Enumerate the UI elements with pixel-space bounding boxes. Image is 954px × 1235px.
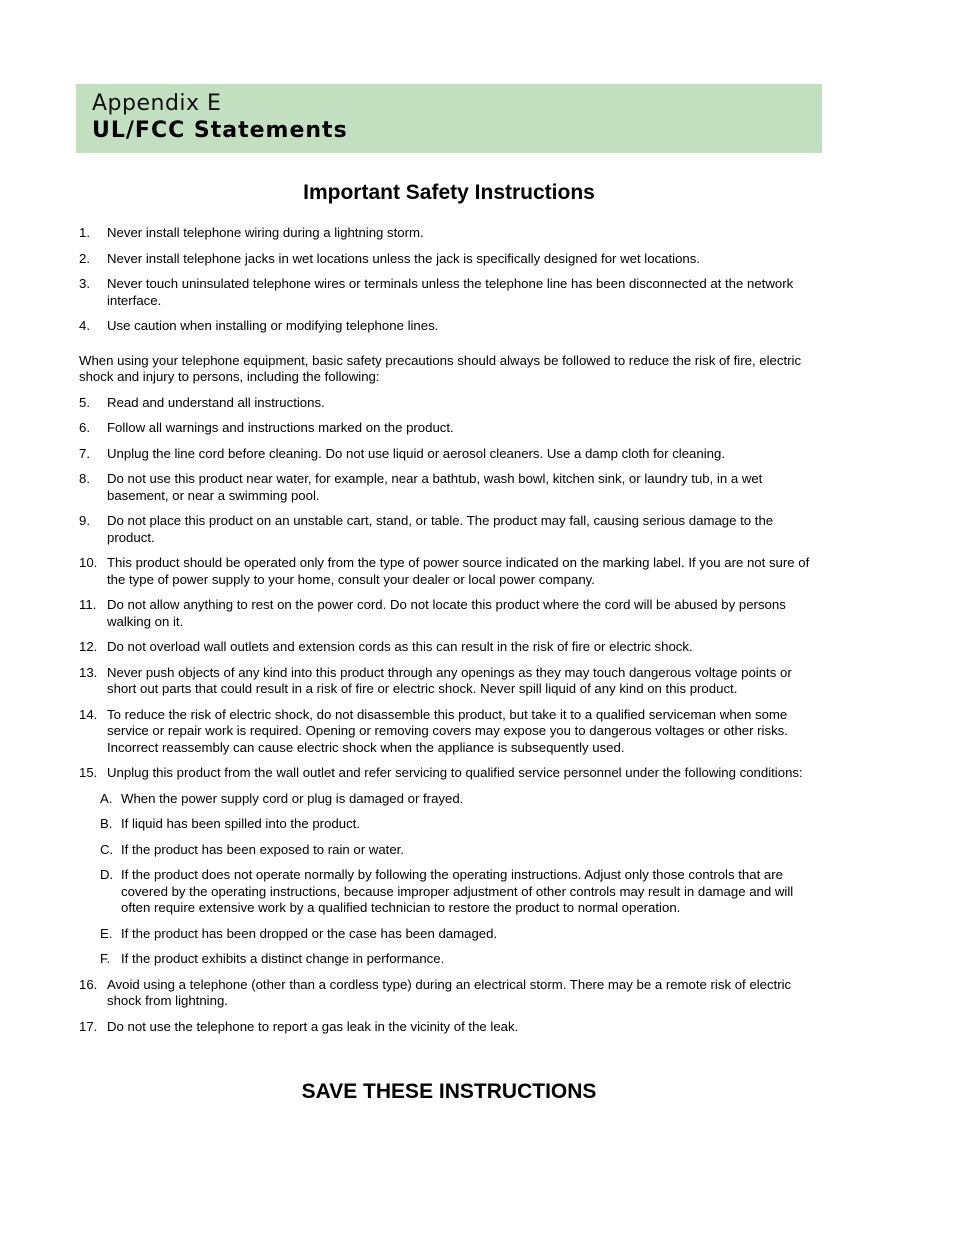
list-item-text: Do not allow anything to rest on the power cord. Do not locate this product where the cord will be abused by persons walking on it. xyxy=(107,597,786,629)
list-item xyxy=(79,597,824,630)
safety-instructions-body xyxy=(79,225,824,1044)
list-item-text: This product should be operated only from the type of power source indicated on the marking label. If you are not sure of the type of power supply to your home, consult your dealer or local power company. xyxy=(107,555,810,587)
list-item-number: 13. xyxy=(79,664,98,680)
list-item xyxy=(79,318,824,335)
list-item-number: 15. xyxy=(79,765,98,780)
list-item xyxy=(79,555,824,588)
safety-list-part-2 xyxy=(79,395,824,782)
list-item-text: Do not place this product on an unstable cart, stand, or table. The product may fall, causing serious damage to the product. xyxy=(107,513,774,545)
sublist-item-text: If liquid has been spilled into the product. xyxy=(121,816,360,831)
sublist-item-text: If the product exhibits a distinct change in performance. xyxy=(121,951,445,966)
sublist-item-text: If the product does not operate normally by following the operating instructions. Adjust only those controls that are covered by the operating instructions, because improper adjustment of other controls may result in damage and will often require extensive work by a qualified technician to restore the product to normal operation. xyxy=(121,867,794,915)
list-item-text: Never install telephone wiring during a lightning storm. xyxy=(107,225,424,240)
safety-list-part-1 xyxy=(79,225,824,335)
sublist-item-text: If the product has been dropped or the case has been damaged. xyxy=(121,925,498,941)
list-item-number: 17. xyxy=(79,1018,98,1034)
appendix-header-band xyxy=(76,84,822,153)
sublist-item xyxy=(100,791,824,808)
list-item-number: 5. xyxy=(79,394,90,410)
list-item-number: 2. xyxy=(79,250,90,266)
safety-list-part-3 xyxy=(79,977,824,1036)
list-item-number: 1. xyxy=(79,225,90,240)
list-item-text: Unplug this product from the wall outlet and refer servicing to qualified service personnel under the following conditions: xyxy=(107,765,803,780)
list-item xyxy=(79,395,824,412)
list-item xyxy=(79,276,824,309)
sublist-item xyxy=(100,816,824,833)
list-item-text: Avoid using a telephone (other than a cordless type) during an electrical storm. There may be a remote risk of electric shock from lightning. xyxy=(107,976,792,1008)
list-item xyxy=(79,707,824,757)
safety-instructions-heading: Important Safety Instructions xyxy=(303,181,595,204)
list-item-text: Use caution when installing or modifying telephone lines. xyxy=(107,318,439,333)
sublist-item-letter: E. xyxy=(100,925,113,941)
list-item-text: To reduce the risk of electric shock, do not disassemble this product, but take it to a qualified serviceman when some service or repair work is required. Opening or removing covers may expose you to dangerous voltages or other risks. Incorrect reassembly can cause electric shock when the appliance is subsequently used. xyxy=(107,706,788,755)
safety-precautions-paragraph: When using your telephone equipment, basic safety precautions should always be followed to reduce the risk of fire, electric shock and injury to persons, including the following: xyxy=(79,352,802,384)
list-item xyxy=(79,1019,824,1036)
list-item-text: Do not use this product near water, for example, near a bathtub, wash bowl, kitchen sink, or laundry tub, in a wet basement, or near a swimming pool. xyxy=(107,471,763,503)
list-item xyxy=(79,639,824,656)
sublist-item xyxy=(100,867,824,917)
list-item-number: 9. xyxy=(79,513,90,528)
list-item xyxy=(79,251,824,268)
list-item-text: Do not use the telephone to report a gas leak in the vicinity of the leak. xyxy=(107,1018,519,1034)
sublist-item-letter: A. xyxy=(100,790,113,806)
list-item-number: 11. xyxy=(79,597,97,612)
list-item xyxy=(79,665,824,698)
sublist-item-letter: B. xyxy=(100,816,113,831)
list-item-text: Unplug the line cord before cleaning. Do not use liquid or aerosol cleaners. Use a damp cloth for cleaning. xyxy=(107,445,725,461)
list-item-number: 6. xyxy=(79,420,90,435)
list-item xyxy=(79,471,824,504)
list-item xyxy=(79,446,824,463)
sublist-item xyxy=(100,842,824,859)
list-item-text: Never push objects of any kind into this product through any openings as they may touch dangerous voltage points or short out parts that could result in a risk of fire or electric shock. Never spill liquid of any kind on this product. xyxy=(107,664,792,696)
sublist-item-letter: C. xyxy=(100,841,114,857)
list-item-text: Read and understand all instructions. xyxy=(107,394,325,410)
list-item-number: 7. xyxy=(79,445,90,461)
service-conditions-sublist xyxy=(79,791,824,968)
list-item xyxy=(79,420,824,437)
sublist-item-letter: D. xyxy=(100,867,114,882)
sublist-item-text: If the product has been exposed to rain or water. xyxy=(121,841,404,857)
list-item-number: 16. xyxy=(79,976,98,992)
list-item-text: Do not overload wall outlets and extension cords as this can result in the risk of fire or electric shock. xyxy=(107,639,693,654)
list-item-text: Never install telephone jacks in wet locations unless the jack is specifically designed for wet locations. xyxy=(107,250,701,266)
sublist-item xyxy=(100,951,824,968)
list-item-number: 14. xyxy=(79,706,98,722)
list-item xyxy=(79,513,824,546)
appendix-title: UL/FCC Statements xyxy=(92,118,348,143)
appendix-label: Appendix E xyxy=(92,91,222,116)
save-instructions-heading: SAVE THESE INSTRUCTIONS xyxy=(301,1080,597,1103)
list-item xyxy=(79,765,824,782)
list-item-number: 10. xyxy=(79,555,98,570)
list-item-number: 3. xyxy=(79,276,90,291)
list-item-number: 8. xyxy=(79,471,90,486)
list-item-text: Never touch uninsulated telephone wires or terminals unless the telephone line has been disconnected at the network interface. xyxy=(107,276,794,308)
sublist-item xyxy=(100,926,824,943)
list-item-number: 4. xyxy=(79,318,90,333)
list-item xyxy=(79,977,824,1010)
list-item xyxy=(79,225,824,242)
list-item-number: 12. xyxy=(79,639,98,654)
list-item-text: Follow all warnings and instructions marked on the product. xyxy=(107,420,454,435)
sublist-item-text: When the power supply cord or plug is damaged or frayed. xyxy=(121,790,464,806)
sublist-item-letter: F. xyxy=(100,951,111,966)
